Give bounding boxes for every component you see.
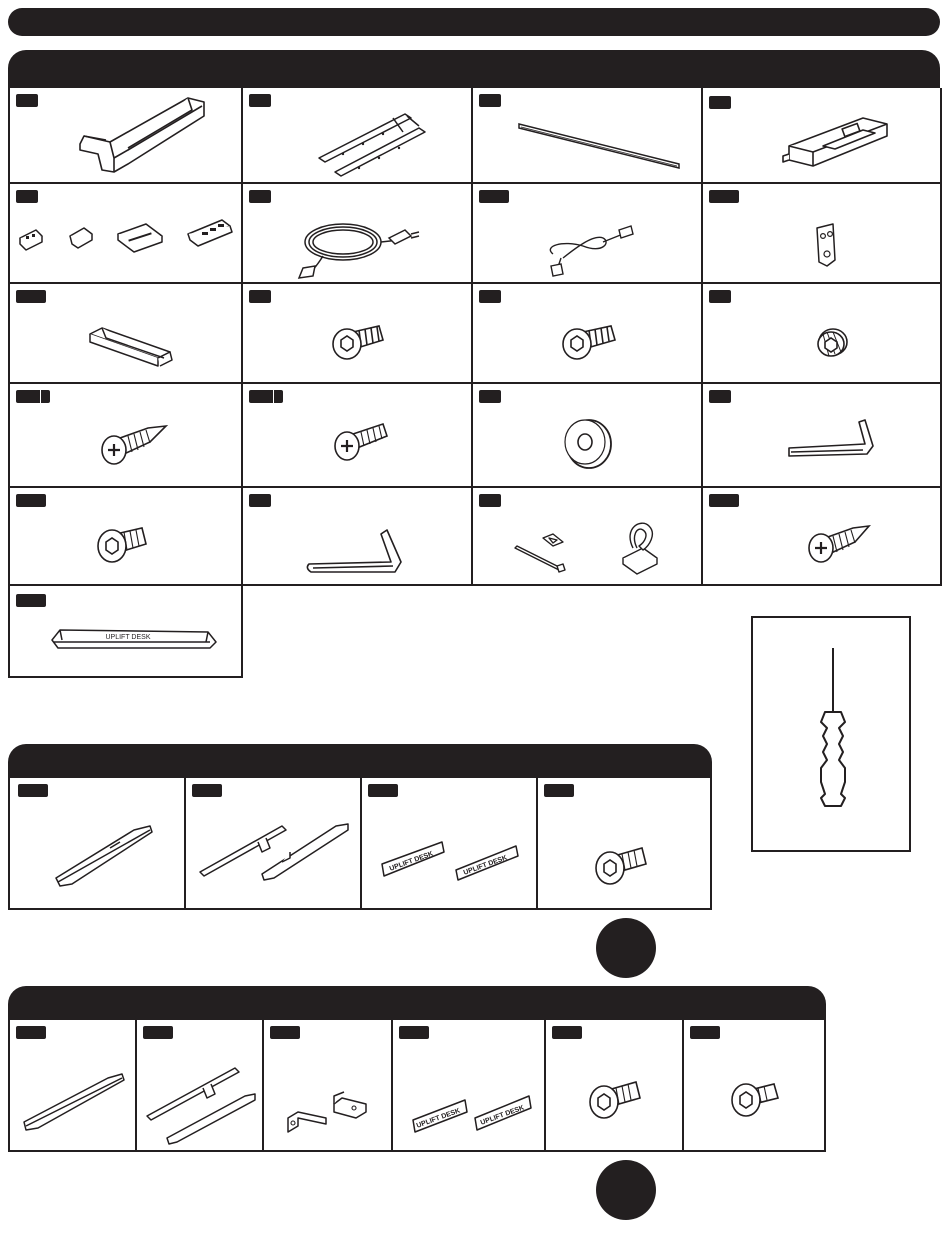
hex-bolt-short-icon bbox=[10, 488, 243, 586]
part-cell bbox=[10, 184, 243, 284]
leg-column-icon bbox=[10, 88, 243, 184]
set-screw-icon bbox=[703, 284, 942, 384]
hex-bolt-icon bbox=[538, 778, 710, 908]
part-cell bbox=[546, 1020, 684, 1150]
l-brackets-icon bbox=[264, 1020, 393, 1150]
foot-icon bbox=[10, 1020, 137, 1150]
logo-badges-icon bbox=[362, 778, 538, 908]
badge-text: UPLIFT DESK bbox=[388, 850, 435, 873]
part-cell bbox=[10, 88, 243, 184]
kit-a-grid bbox=[8, 776, 712, 910]
wood-screw-icon bbox=[703, 488, 942, 586]
header-bar bbox=[8, 8, 940, 36]
part-cell bbox=[10, 778, 186, 908]
part-cell bbox=[703, 88, 942, 184]
part-cell bbox=[703, 184, 942, 284]
part-cell bbox=[473, 384, 703, 488]
kit-b-grid bbox=[8, 1018, 826, 1152]
allen-key-large-icon bbox=[703, 384, 942, 488]
hex-bolt-icon bbox=[546, 1020, 684, 1150]
arm-brackets-icon bbox=[137, 1020, 264, 1150]
hardware-section-header bbox=[8, 50, 940, 86]
washer-icon bbox=[473, 384, 703, 488]
foot-icon bbox=[10, 778, 186, 908]
badge-text: UPLIFT DESK bbox=[462, 854, 509, 877]
long-rail-bar-icon bbox=[473, 88, 703, 184]
part-cell bbox=[473, 184, 703, 284]
part-cell bbox=[473, 88, 703, 184]
part-cell bbox=[473, 284, 703, 384]
allen-key-small-icon bbox=[243, 488, 473, 586]
kit-a-header bbox=[8, 744, 712, 778]
part-cell bbox=[393, 1020, 546, 1150]
part-cell bbox=[137, 1020, 264, 1150]
tray-badge-text: UPLIFT DESK bbox=[105, 634, 151, 641]
part-cell bbox=[243, 88, 473, 184]
part-cell bbox=[703, 384, 942, 488]
extension-cable-icon bbox=[473, 184, 703, 284]
part-cell bbox=[10, 1020, 137, 1150]
kit-b-header bbox=[8, 986, 826, 1020]
step-marker-dot bbox=[596, 918, 656, 978]
channel-clip-icon bbox=[10, 284, 243, 384]
screwdriver-icon bbox=[753, 618, 909, 850]
part-cell bbox=[243, 284, 473, 384]
part-cell bbox=[243, 488, 473, 586]
part-cell bbox=[703, 284, 942, 384]
part-cell bbox=[703, 488, 942, 586]
part-cell bbox=[243, 184, 473, 284]
side-bracket-rails-icon bbox=[243, 88, 473, 184]
wood-screw-icon bbox=[10, 384, 243, 488]
hex-bolt-icon bbox=[243, 284, 473, 384]
part-cell bbox=[10, 284, 243, 384]
hex-bolt-icon bbox=[473, 284, 703, 384]
badge-text: UPLIFT DESK bbox=[479, 1104, 526, 1127]
part-cell bbox=[10, 488, 243, 586]
tool-panel bbox=[751, 616, 911, 852]
part-cell bbox=[8, 584, 243, 678]
part-cell bbox=[243, 384, 473, 488]
part-cell bbox=[538, 778, 710, 908]
part-cell bbox=[264, 1020, 393, 1150]
mounting-plate-icon bbox=[703, 184, 942, 284]
control-box-icon bbox=[703, 88, 942, 184]
power-cord-icon bbox=[243, 184, 473, 284]
machine-screw-icon bbox=[243, 384, 473, 488]
part-cell bbox=[362, 778, 538, 908]
part-cell bbox=[473, 488, 703, 586]
badge-text: UPLIFT DESK bbox=[415, 1107, 462, 1130]
hardware-grid bbox=[8, 86, 940, 584]
step-marker-dot bbox=[596, 1160, 656, 1220]
arm-brackets-icon bbox=[186, 778, 362, 908]
part-cell bbox=[10, 384, 243, 488]
cable-ties-icon bbox=[473, 488, 703, 586]
keypad-controllers-icon bbox=[10, 184, 243, 284]
part-cell bbox=[684, 1020, 824, 1150]
cable-tray-icon bbox=[10, 584, 241, 676]
hex-bolt-icon bbox=[684, 1020, 824, 1150]
part-cell bbox=[186, 778, 362, 908]
logo-badges-icon bbox=[393, 1020, 546, 1150]
